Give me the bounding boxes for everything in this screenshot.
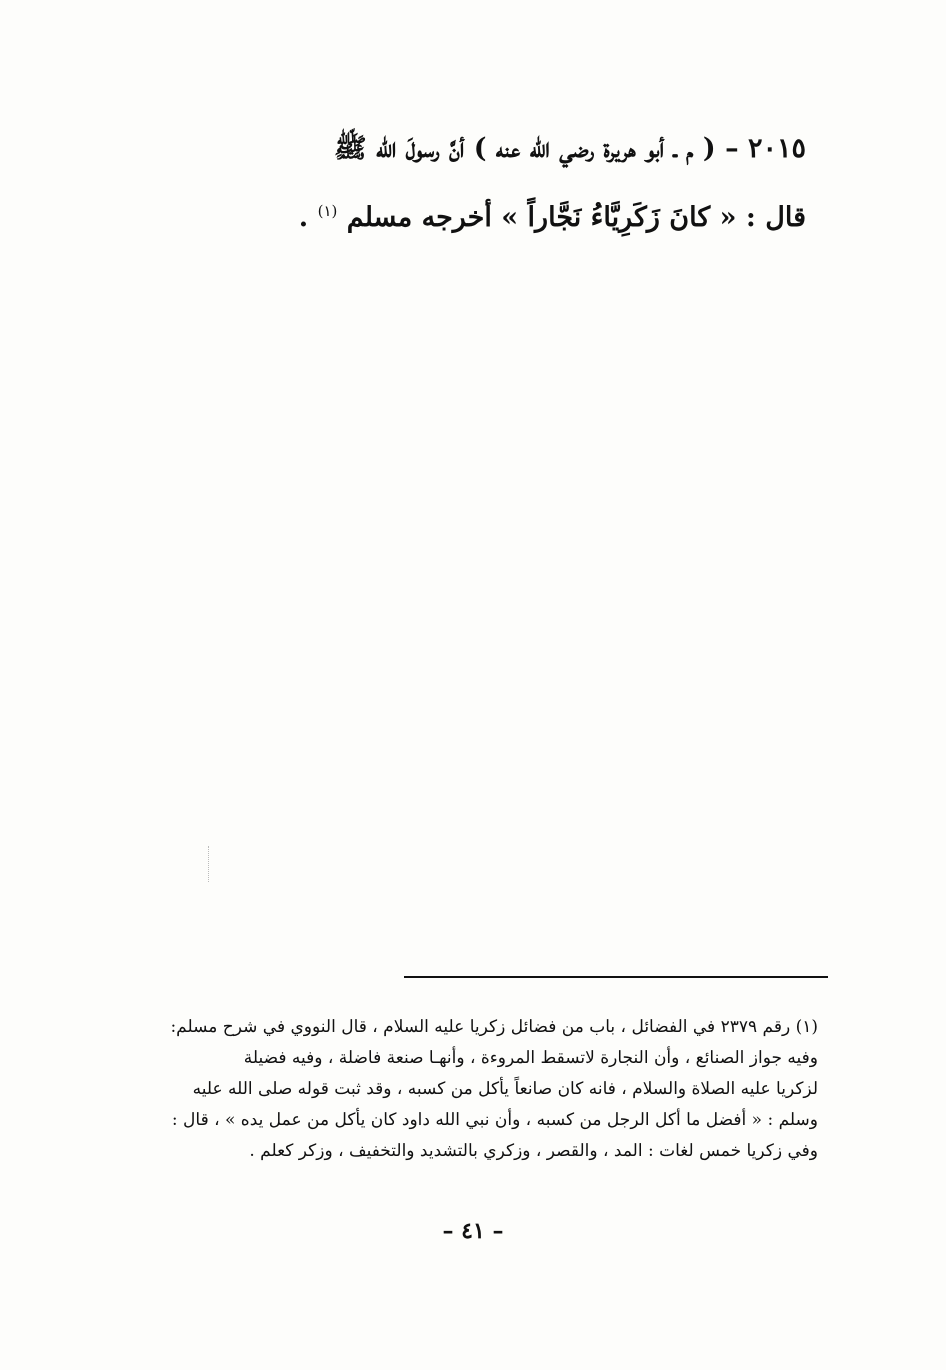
footnote-line: لزكريا عليه الصلاة والسلام ، فانه كان صانعاً يأكل من كسبه ، وقد ثبت قوله صلى الله عليه bbox=[192, 1079, 818, 1099]
page-number: – ٤١ – bbox=[442, 1218, 504, 1244]
footnote-line: (١) رقم ٢٣٧٩ في الفضائل ، باب من فضائل زكريا عليه السلام ، قال النووي في شرح مسلم: bbox=[170, 1017, 818, 1037]
footnote-reference: (١) bbox=[317, 202, 338, 220]
footnotes bbox=[118, 1012, 818, 1167]
hadith-line-2 bbox=[106, 180, 806, 249]
footnote-line: وفي زكريا خمس لغات : المد ، والقصر ، وزكري بالتشديد والتخفيف ، وزكر كعلم . bbox=[249, 1141, 818, 1161]
hadith-line-2-end: . bbox=[298, 202, 318, 233]
hadith-line-1: ٢٠١٥ – ( م ـ أبو هريرة رضي الله عنه ) أنَّ رسولَ الله ﷺ bbox=[334, 133, 806, 164]
hadith-text bbox=[106, 118, 806, 249]
footnote-line: وفيه جواز الصنائع ، وأن النجارة لاتسقط المروءة ، وأنهـا صنعة فاضلة ، وفيه فضيلة bbox=[243, 1048, 818, 1068]
scan-mark bbox=[208, 846, 211, 882]
footnote-line: وسلم : « أفضل ما أكل الرجل من كسبه ، وأن نبي الله داود كان يأكل من عمل يده » ، قال : bbox=[171, 1110, 818, 1130]
footnote-divider bbox=[404, 976, 828, 978]
hadith-line-2-text: قال : « كانَ زَكَرِيَّاءُ نَجَّاراً » أخرجه مسلم bbox=[346, 202, 806, 233]
